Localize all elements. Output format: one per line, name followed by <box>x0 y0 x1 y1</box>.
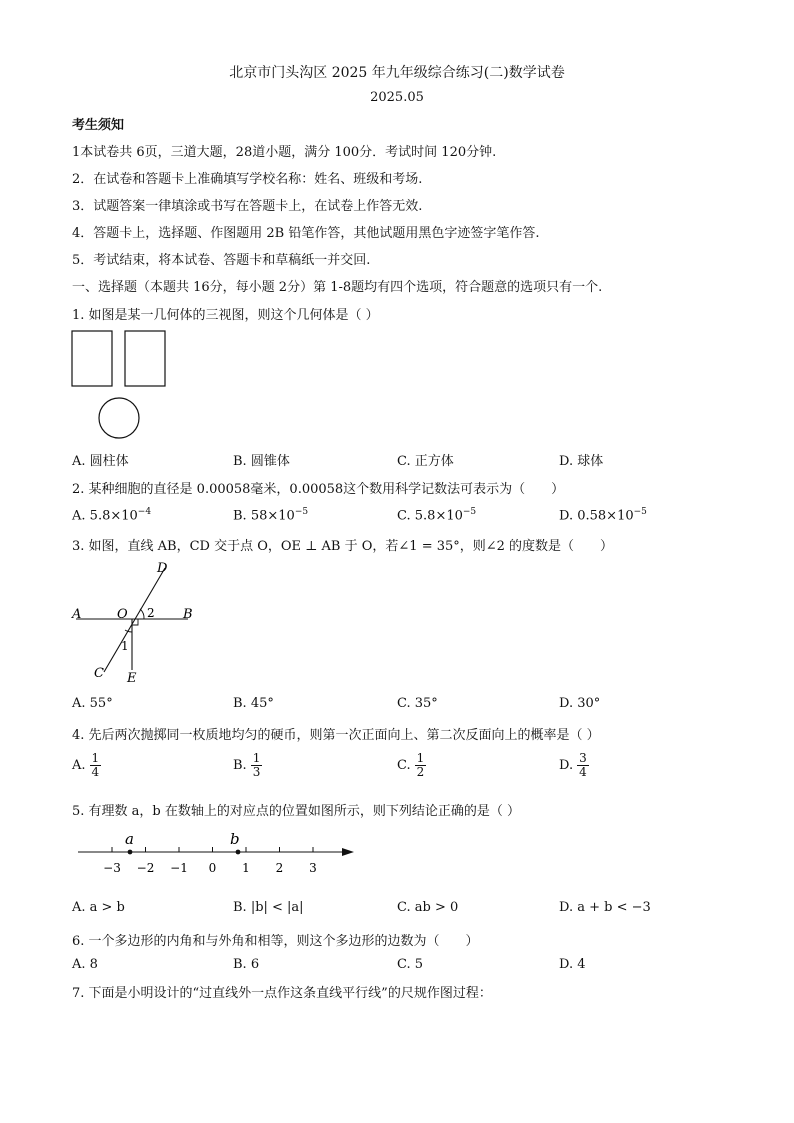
q5-option-d[interactable]: D. a + b < −3 <box>559 900 651 915</box>
axis-tick-label: −2 <box>136 861 155 875</box>
q5-option-a[interactable]: A. a > b <box>72 900 125 915</box>
point-a-label: a <box>125 830 134 848</box>
q6-stem: 6. 一个多边形的内角和与外角和相等，则这个多边形的边数为（ ） <box>72 934 479 949</box>
axis-tick-label: 0 <box>208 861 217 875</box>
axis-tick-label: −1 <box>170 861 188 875</box>
q1-option-b[interactable]: B. 圆锥体 <box>233 454 290 469</box>
axis-tick-label: 3 <box>309 861 317 875</box>
q3-stem: 3. 如图，直线 AB，CD 交于点 O，OE ⊥ AB 于 O，若∠1 = 35°，则∠2 的度数是（ ） <box>72 539 614 554</box>
q3-option-d[interactable]: D. 30° <box>559 696 601 711</box>
axis-arrow <box>342 848 354 856</box>
axis-tick-label: 2 <box>275 861 284 875</box>
section-1-heading: 一、选择题（本题共 16分，每小题 2分）第 1-8题均有四个选项，符合题意的选项只有一个. <box>72 280 603 295</box>
notice-item-2: 2．在试卷和答题卡上准确填写学校名称：姓名、班级和考场. <box>72 172 423 187</box>
q1-option-c[interactable]: C. 正方体 <box>397 454 454 469</box>
point-b-label: b <box>230 830 240 848</box>
q2-option-c[interactable]: C. $5.8\times 10^{-5}$ <box>397 507 477 524</box>
q5-option-c[interactable]: C. ab > 0 <box>397 900 459 915</box>
exam-date: 2025.05 <box>370 90 424 105</box>
label-c: C <box>94 666 104 681</box>
q3-option-c[interactable]: C. 35° <box>397 696 438 711</box>
q4-option-c[interactable]: C. $\frac{1}{2}$ <box>397 751 425 779</box>
point-a-dot <box>128 850 133 855</box>
q2-stem: 2. 某种细胞的直径是 0.00058毫米，0.00058这个数用科学记数法可表示为（ ） <box>72 482 565 497</box>
q6-option-b[interactable]: B. 6 <box>233 957 260 972</box>
axis-tick-label: −3 <box>103 861 121 875</box>
q2-option-a[interactable]: A. $5.8\times 10^{-4}$ <box>72 507 152 524</box>
q2-option-d[interactable]: D. $0.58\times 10^{-5}$ <box>559 507 647 524</box>
q4-option-a[interactable]: A. $\frac{1}{4}$ <box>72 751 100 779</box>
label-e: E <box>127 671 137 686</box>
front-view-rect <box>72 331 112 386</box>
line-cd <box>104 568 165 672</box>
label-o: O <box>117 607 128 622</box>
page-title: 北京市门头沟区 2025 年九年级综合练习(二)数学试卷 <box>229 65 565 81</box>
label-angle-1: 1 <box>121 639 129 653</box>
notice-item-4: 4．答题卡上，选择题、作图题用 2B 铅笔作答，其他试题用黑色字迹签字笔作答. <box>72 226 540 241</box>
q5-option-b[interactable]: B. |b| < |a| <box>233 900 304 915</box>
label-b: B <box>183 607 193 622</box>
q3-intersecting-lines-figure <box>70 560 200 686</box>
label-a: A <box>72 607 82 622</box>
notice-heading: 考生须知 <box>72 118 125 133</box>
q4-option-d[interactable]: D. $\frac{3}{4}$ <box>559 751 587 779</box>
axis-tick-label: 1 <box>242 861 250 875</box>
label-angle-2: 2 <box>147 606 155 620</box>
q4-stem: 4. 先后两次抛掷同一枚质地均匀的硬币，则第一次正面向上、第二次反面向上的概率是（ ） <box>72 728 600 743</box>
q3-option-b[interactable]: B. 45° <box>233 696 274 711</box>
axis-ticks <box>103 847 317 875</box>
q2-option-b[interactable]: B. $58\times 10^{-5}$ <box>233 507 309 524</box>
q4-option-b[interactable]: B. $\frac{1}{3}$ <box>233 751 261 779</box>
side-view-rect <box>125 331 165 386</box>
q1-stem: 1. 如图是某一几何体的三视图，则这个几何体是（ ） <box>72 308 379 323</box>
q6-option-d[interactable]: D. 4 <box>559 957 586 972</box>
q6-option-c[interactable]: C. 5 <box>397 957 424 972</box>
q1-option-d[interactable]: D. 球体 <box>559 454 604 469</box>
notice-item-1: 1本试卷共 6页，三道大题，28道小题，满分 100分．考试时间 120分钟. <box>72 145 497 160</box>
top-view-circle <box>99 398 139 438</box>
q7-stem: 7. 下面是小明设计的“过直线外一点作这条直线平行线”的尺规作图过程： <box>72 986 492 1001</box>
q1-three-views-figure <box>70 328 170 443</box>
q3-option-a[interactable]: A. 55° <box>72 696 113 711</box>
notice-item-5: 5．考试结束，将本试卷、答题卡和草稿纸一并交回. <box>72 253 371 268</box>
label-d: D <box>157 561 168 576</box>
q1-option-a[interactable]: A. 圆柱体 <box>72 454 129 469</box>
q5-stem: 5. 有理数 a，b 在数轴上的对应点的位置如图所示，则下列结论正确的是（ ） <box>72 804 521 819</box>
q6-option-a[interactable]: A. 8 <box>72 957 98 972</box>
q5-number-line-figure <box>74 826 358 878</box>
point-b-dot <box>236 850 241 855</box>
notice-item-3: 3．试题答案一律填涂或书写在答题卡上，在试卷上作答无效. <box>72 199 423 214</box>
